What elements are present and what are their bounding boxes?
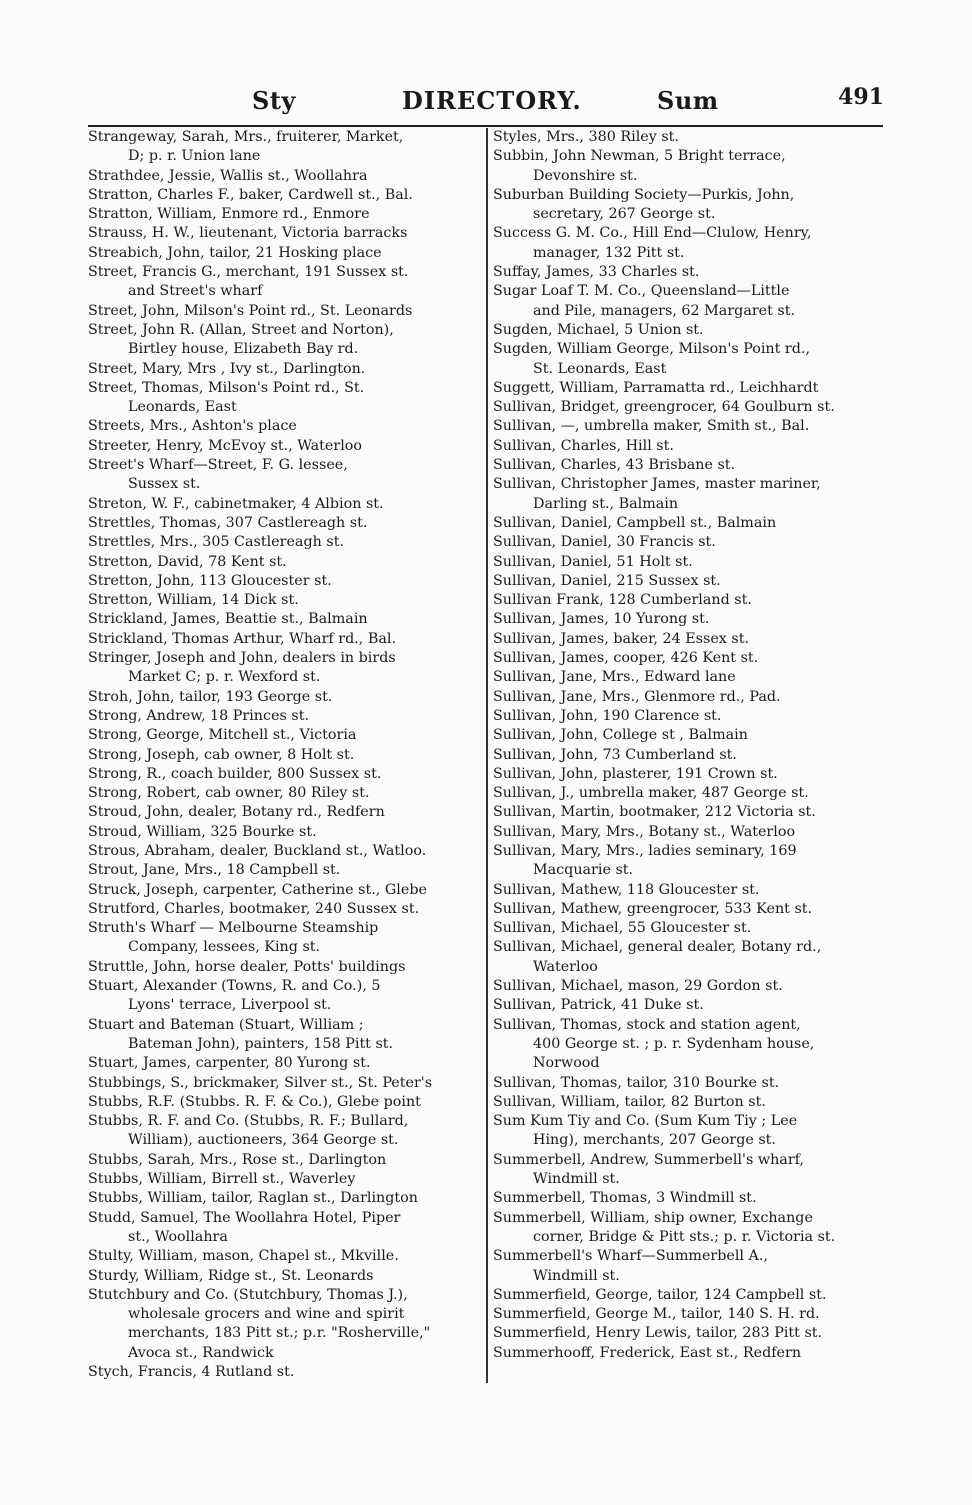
directory-entry bbox=[88, 360, 480, 379]
entry-line: Stratton, Charles F., baker, Cardwell st., Bal. bbox=[88, 186, 413, 203]
entry-line: Summerbell, William, ship owner, Exchange bbox=[493, 1209, 813, 1226]
entry-line: Stubbs, R. F. and Co. (Stubbs, R. F.; Bullard, bbox=[88, 1113, 409, 1130]
entry-line: Struttle, John, horse dealer, Potts' buildings bbox=[88, 958, 406, 975]
directory-entry bbox=[88, 1151, 480, 1170]
entry-line: Studd, Samuel, The Woollahra Hotel, Piper bbox=[88, 1209, 401, 1226]
directory-entry bbox=[88, 186, 480, 205]
entry-continuation-line: corner, Bridge & Pitt sts.; p. r. Victoria st. bbox=[533, 1228, 836, 1245]
entry-line: Strong, George, Mitchell st., Victoria bbox=[88, 727, 357, 744]
entry-line: Sullivan, Michael, general dealer, Botany rd., bbox=[493, 939, 822, 956]
entry-line: Summerhooff, Frederick, East st., Redfern bbox=[493, 1344, 802, 1361]
directory-entry bbox=[88, 688, 480, 707]
entry-continuation-line: st., Woollahra bbox=[128, 1228, 228, 1245]
directory-entry bbox=[493, 1209, 885, 1248]
entry-continuation-line: Macquarie st. bbox=[533, 862, 634, 879]
directory-entry bbox=[88, 977, 480, 1016]
entry-line: Sullivan, Mathew, 118 Gloucester st. bbox=[493, 881, 760, 898]
entry-line: Stroud, John, dealer, Botany rd., Redfern bbox=[88, 804, 385, 821]
directory-entry bbox=[88, 572, 480, 591]
directory-entry bbox=[88, 881, 480, 900]
header-right-guide-word: Sum bbox=[657, 86, 719, 115]
directory-entry bbox=[88, 224, 480, 243]
entry-line: Stroud, William, 325 Bourke st. bbox=[88, 823, 317, 840]
directory-entry bbox=[493, 437, 885, 456]
directory-entry bbox=[493, 996, 885, 1015]
entry-line: Streeter, Henry, McEvoy st., Waterloo bbox=[88, 437, 362, 454]
entry-continuation-line: Devonshire st. bbox=[533, 167, 638, 184]
entry-line: Sullivan, John, 73 Cumberland st. bbox=[493, 746, 737, 763]
directory-entry bbox=[88, 321, 480, 360]
entry-line: Sullivan, William, tailor, 82 Burton st. bbox=[493, 1093, 766, 1110]
directory-entry bbox=[493, 977, 885, 996]
directory-entry bbox=[493, 823, 885, 842]
entry-line: Suburban Building Society—Purkis, John, bbox=[493, 186, 795, 203]
entry-continuation-line: and Pile, managers, 62 Margaret st. bbox=[533, 302, 796, 319]
directory-entry bbox=[493, 572, 885, 591]
directory-entry bbox=[88, 726, 480, 745]
entry-continuation-line: Waterloo bbox=[533, 958, 598, 975]
directory-entry bbox=[88, 649, 480, 688]
entry-line: Sugden, Michael, 5 Union st. bbox=[493, 321, 704, 338]
entry-continuation-line: St. Leonards, East bbox=[533, 360, 667, 377]
entry-line: Street, John R. (Allan, Street and Norton), bbox=[88, 321, 394, 338]
entry-continuation-line: D; p. r. Union lane bbox=[128, 148, 261, 165]
header-title: DIRECTORY. bbox=[402, 86, 582, 115]
directory-entry bbox=[88, 533, 480, 552]
entry-line: Summerfield, George M., tailor, 140 S. H. rd. bbox=[493, 1306, 820, 1323]
directory-entry bbox=[88, 1267, 480, 1286]
directory-entry bbox=[88, 1074, 480, 1093]
directory-entry bbox=[493, 688, 885, 707]
entry-continuation-line: Birtley house, Elizabeth Bay rd. bbox=[128, 341, 359, 358]
entry-line: Sullivan, Daniel, Campbell st., Balmain bbox=[493, 514, 777, 531]
directory-entry bbox=[493, 668, 885, 687]
page-header bbox=[252, 84, 884, 122]
entry-line: Strauss, H. W., lieutenant, Victoria barracks bbox=[88, 225, 408, 242]
entry-line: Sullivan, Jane, Mrs., Glenmore rd., Pad. bbox=[493, 688, 781, 705]
entry-line: Sullivan, James, baker, 24 Essex st. bbox=[493, 630, 750, 647]
entry-line: Sullivan, Jane, Mrs., Edward lane bbox=[493, 669, 736, 686]
entry-line: Stubbs, R.F. (Stubbs. R. F. & Co.), Glebe point bbox=[88, 1093, 421, 1110]
entry-line: Sullivan, —, umbrella maker, Smith st., Bal. bbox=[493, 418, 810, 435]
directory-entry bbox=[493, 533, 885, 552]
directory-entry bbox=[493, 1112, 885, 1151]
directory-entry bbox=[493, 128, 885, 147]
entry-line: Sullivan Frank, 128 Cumberland st. bbox=[493, 592, 752, 609]
directory-entry bbox=[493, 1305, 885, 1324]
directory-entry bbox=[88, 803, 480, 822]
directory-entry bbox=[493, 475, 885, 514]
directory-entry bbox=[88, 610, 480, 629]
entry-line: Success G. M. Co., Hill End—Clulow, Henry, bbox=[493, 225, 812, 242]
entry-continuation-line: Hing), merchants, 207 George st. bbox=[533, 1132, 776, 1149]
entry-continuation-line: Lyons' terrace, Liverpool st. bbox=[128, 997, 332, 1014]
directory-entry bbox=[493, 186, 885, 225]
entry-continuation-line: Market C; p. r. Wexford st. bbox=[128, 669, 321, 686]
directory-entry bbox=[493, 938, 885, 977]
entry-line: Street's Wharf—Street, F. G. lessee, bbox=[88, 457, 348, 474]
entry-line: Stubbings, S., brickmaker, Silver st., St. Peter's bbox=[88, 1074, 433, 1091]
directory-entry bbox=[88, 1189, 480, 1208]
entry-line: Sum Kum Tiy and Co. (Sum Kum Tiy ; Lee bbox=[493, 1113, 798, 1130]
entry-line: Subbin, John Newman, 5 Bright terrace, bbox=[493, 148, 786, 165]
entry-line: Sullivan, Thomas, tailor, 310 Bourke st. bbox=[493, 1074, 780, 1091]
directory-entry bbox=[493, 398, 885, 417]
entry-line: Stretton, John, 113 Gloucester st. bbox=[88, 572, 332, 589]
entry-line: Summerfield, Henry Lewis, tailor, 283 Pitt st. bbox=[493, 1325, 823, 1342]
entry-continuation-line: Darling st., Balmain bbox=[533, 495, 679, 512]
directory-entry bbox=[88, 842, 480, 861]
entry-continuation-line: William), auctioneers, 364 George st. bbox=[128, 1132, 399, 1149]
entry-continuation-line: Norwood bbox=[533, 1055, 600, 1072]
directory-entry bbox=[493, 610, 885, 629]
header-rule bbox=[88, 125, 883, 127]
directory-entry bbox=[493, 417, 885, 436]
entry-line: Strong, Robert, cab owner, 80 Riley st. bbox=[88, 785, 370, 802]
directory-entry bbox=[493, 1151, 885, 1190]
entry-line: Streabich, John, tailor, 21 Hosking place bbox=[88, 244, 382, 261]
entry-line: Stulty, William, mason, Chapel st., Mkville. bbox=[88, 1248, 399, 1265]
entry-continuation-line: Windmill st. bbox=[533, 1267, 620, 1284]
directory-entry bbox=[493, 1247, 885, 1286]
directory-entry bbox=[493, 707, 885, 726]
directory-entry bbox=[88, 1170, 480, 1189]
directory-entry bbox=[493, 919, 885, 938]
directory-entry bbox=[88, 630, 480, 649]
directory-entry bbox=[88, 205, 480, 224]
left-column bbox=[88, 128, 480, 1382]
directory-entry bbox=[88, 707, 480, 726]
header-left-guide-word: Sty bbox=[252, 86, 296, 115]
directory-entry bbox=[88, 919, 480, 958]
entry-line: Strathdee, Jessie, Wallis st., Woollahra bbox=[88, 167, 368, 184]
entry-line: Sullivan, Patrick, 41 Duke st. bbox=[493, 997, 704, 1014]
entry-line: Sullivan, James, cooper, 426 Kent st. bbox=[493, 650, 759, 667]
entry-line: Sugden, William George, Milson's Point rd., bbox=[493, 341, 810, 358]
directory-entry bbox=[493, 1093, 885, 1112]
entry-line: Summerfield, George, tailor, 124 Campbell st. bbox=[493, 1286, 827, 1303]
entry-line: Strettles, Thomas, 307 Castlereagh st. bbox=[88, 514, 368, 531]
directory-entry bbox=[88, 379, 480, 418]
directory-entry bbox=[493, 147, 885, 186]
entry-line: Sullivan, Thomas, stock and station agent, bbox=[493, 1016, 801, 1033]
entry-line: Strong, R., coach builder, 800 Sussex st. bbox=[88, 765, 382, 782]
entry-line: Summerbell's Wharf—Summerbell A., bbox=[493, 1248, 768, 1265]
entry-line: Strout, Jane, Mrs., 18 Campbell st. bbox=[88, 862, 341, 879]
directory-entry bbox=[88, 746, 480, 765]
directory-entry bbox=[88, 1247, 480, 1266]
entry-line: Stutchbury and Co. (Stutchbury, Thomas J.), bbox=[88, 1286, 408, 1303]
directory-entry bbox=[493, 630, 885, 649]
page-number: 491 bbox=[838, 84, 884, 110]
directory-entry bbox=[493, 649, 885, 668]
entry-continuation-line: merchants, 183 Pitt st.; p.r. "Rosherville," bbox=[128, 1325, 431, 1342]
entry-line: Sullivan, Daniel, 215 Sussex st. bbox=[493, 572, 721, 589]
entry-line: Sullivan, Mary, Mrs., ladies seminary, 169 bbox=[493, 842, 797, 859]
entry-line: Sullivan, James, 10 Yurong st. bbox=[493, 611, 710, 628]
directory-entry bbox=[493, 1324, 885, 1343]
directory-entry bbox=[493, 263, 885, 282]
entry-line: Stuart, James, carpenter, 80 Yurong st. bbox=[88, 1055, 371, 1072]
directory-entry bbox=[88, 1093, 480, 1112]
entry-line: Streets, Mrs., Ashton's place bbox=[88, 418, 297, 435]
entry-line: Stretton, William, 14 Dick st. bbox=[88, 592, 299, 609]
directory-entry bbox=[493, 321, 885, 340]
directory-entry bbox=[88, 1209, 480, 1248]
right-column bbox=[493, 128, 885, 1363]
entry-line: Stuart and Bateman (Stuart, William ; bbox=[88, 1016, 364, 1033]
entry-line: Suggett, William, Parramatta rd., Leichhardt bbox=[493, 379, 819, 396]
entry-continuation-line: Company, lessees, King st. bbox=[128, 939, 321, 956]
directory-entry bbox=[493, 803, 885, 822]
entry-line: Sullivan, Bridget, greengrocer, 64 Goulburn st. bbox=[493, 399, 835, 416]
directory-entry bbox=[88, 784, 480, 803]
entry-line: Stubbs, William, Birrell st., Waverley bbox=[88, 1171, 356, 1188]
entry-line: Strickland, James, Beattie st., Balmain bbox=[88, 611, 368, 628]
entry-line: Sullivan, Mary, Mrs., Botany st., Waterloo bbox=[493, 823, 796, 840]
directory-entry bbox=[493, 282, 885, 321]
directory-entry bbox=[493, 1016, 885, 1074]
entry-line: Stretton, David, 78 Kent st. bbox=[88, 553, 287, 570]
entry-line: Street, Mary, Mrs , Ivy st., Darlington. bbox=[88, 360, 366, 377]
directory-entry bbox=[88, 823, 480, 842]
directory-entry bbox=[493, 591, 885, 610]
entry-line: Strangeway, Sarah, Mrs., fruiterer, Market, bbox=[88, 129, 404, 145]
entry-line: Sullivan, John, plasterer, 191 Crown st. bbox=[493, 765, 778, 782]
directory-entry bbox=[493, 456, 885, 475]
entry-line: Strong, Joseph, cab owner, 8 Holt st. bbox=[88, 746, 355, 763]
entry-line: Sullivan, Christopher James, master mariner, bbox=[493, 476, 821, 493]
entry-line: Sullivan, Charles, Hill st. bbox=[493, 437, 674, 454]
directory-entry bbox=[493, 784, 885, 803]
directory-entry bbox=[88, 417, 480, 436]
entry-line: Stych, Francis, 4 Rutland st. bbox=[88, 1364, 295, 1380]
directory-entry bbox=[88, 514, 480, 533]
directory-entry bbox=[88, 553, 480, 572]
directory-entry bbox=[493, 746, 885, 765]
directory-entry bbox=[88, 1286, 480, 1363]
directory-entry bbox=[88, 495, 480, 514]
directory-entry bbox=[88, 765, 480, 784]
entry-line: Struth's Wharf — Melbourne Steamship bbox=[88, 920, 379, 937]
entry-line: Strutford, Charles, bootmaker, 240 Sussex st. bbox=[88, 900, 420, 917]
directory-entry bbox=[88, 302, 480, 321]
directory-entry bbox=[493, 340, 885, 379]
entry-line: Sullivan, Daniel, 51 Holt st. bbox=[493, 553, 693, 570]
directory-entry bbox=[493, 1074, 885, 1093]
entry-line: Sullivan, Michael, mason, 29 Gordon st. bbox=[493, 978, 783, 995]
entry-line: Summerbell, Thomas, 3 Windmill st. bbox=[493, 1190, 757, 1207]
directory-entry bbox=[88, 1016, 480, 1055]
entry-line: Suffay, James, 33 Charles st. bbox=[493, 264, 700, 281]
entry-line: Strettles, Mrs., 305 Castlereagh st. bbox=[88, 534, 344, 551]
directory-entry bbox=[493, 514, 885, 533]
directory-entry bbox=[88, 591, 480, 610]
entry-continuation-line: manager, 132 Pitt st. bbox=[533, 244, 685, 261]
entry-continuation-line: Leonards, East bbox=[128, 399, 237, 416]
directory-entry bbox=[493, 553, 885, 572]
entry-line: Stratton, William, Enmore rd., Enmore bbox=[88, 206, 370, 223]
directory-entry bbox=[88, 128, 480, 167]
directory-entry bbox=[88, 167, 480, 186]
entry-continuation-line: Windmill st. bbox=[533, 1171, 620, 1188]
directory-entry bbox=[88, 1363, 480, 1382]
entry-line: Street, Francis G., merchant, 191 Sussex st. bbox=[88, 264, 409, 281]
directory-entry bbox=[88, 456, 480, 495]
directory-entry bbox=[493, 726, 885, 745]
directory-entry bbox=[88, 263, 480, 302]
entry-line: Strickland, Thomas Arthur, Wharf rd., Bal. bbox=[88, 630, 397, 647]
entry-line: Stuart, Alexander (Towns, R. and Co.), 5 bbox=[88, 978, 381, 995]
entry-line: Stroh, John, tailor, 193 George st. bbox=[88, 688, 333, 705]
directory-entry bbox=[493, 842, 885, 881]
directory-entry bbox=[88, 958, 480, 977]
entry-line: Sullivan, Daniel, 30 Francis st. bbox=[493, 534, 716, 551]
directory-entry bbox=[493, 1344, 885, 1363]
entry-continuation-line: wholesale grocers and wine and spirit bbox=[128, 1306, 405, 1323]
directory-entry bbox=[493, 1286, 885, 1305]
directory-entry bbox=[493, 881, 885, 900]
entry-line: Sullivan, John, College st , Balmain bbox=[493, 727, 748, 744]
entry-continuation-line: Avoca st., Randwick bbox=[128, 1344, 274, 1361]
entry-line: Stringer, Joseph and John, dealers in birds bbox=[88, 650, 396, 667]
entry-line: Sullivan, Michael, 55 Gloucester st. bbox=[493, 920, 752, 937]
entry-line: Strong, Andrew, 18 Princes st. bbox=[88, 707, 309, 724]
directory-entry bbox=[88, 437, 480, 456]
directory-entry bbox=[88, 900, 480, 919]
entry-line: Summerbell, Andrew, Summerbell's wharf, bbox=[493, 1151, 804, 1168]
entry-continuation-line: 400 George st. ; p. r. Sydenham house, bbox=[533, 1035, 815, 1052]
directory-entry bbox=[493, 765, 885, 784]
directory-entry bbox=[493, 224, 885, 263]
entry-line: Stubbs, Sarah, Mrs., Rose st., Darlington bbox=[88, 1151, 387, 1168]
entry-continuation-line: secretary, 267 George st. bbox=[533, 206, 716, 223]
entry-continuation-line: Sussex st. bbox=[128, 476, 201, 493]
directory-entry bbox=[88, 1112, 480, 1151]
entry-line: Sugar Loaf T. M. Co., Queensland—Little bbox=[493, 283, 790, 300]
entry-line: Sullivan, J., umbrella maker, 487 George st. bbox=[493, 785, 809, 802]
directory-entry bbox=[88, 861, 480, 880]
entry-line: Sullivan, John, 190 Clarence st. bbox=[493, 707, 722, 724]
entry-line: Strous, Abraham, dealer, Buckland st., Watloo. bbox=[88, 842, 427, 859]
column-divider bbox=[486, 128, 488, 1383]
entry-line: Stubbs, William, tailor, Raglan st., Darlington bbox=[88, 1190, 418, 1207]
entry-line: Styles, Mrs., 380 Riley st. bbox=[493, 129, 679, 145]
entry-line: Streton, W. F., cabinetmaker, 4 Albion st. bbox=[88, 495, 384, 512]
entry-line: Struck, Joseph, carpenter, Catherine st., Glebe bbox=[88, 881, 427, 898]
entry-line: Sullivan, Martin, bootmaker, 212 Victoria st. bbox=[493, 804, 816, 821]
entry-continuation-line: and Street's wharf bbox=[128, 283, 263, 300]
entry-line: Sturdy, William, Ridge st., St. Leonards bbox=[88, 1267, 374, 1284]
directory-entry bbox=[493, 379, 885, 398]
entry-continuation-line: Bateman John), painters, 158 Pitt st. bbox=[128, 1035, 394, 1052]
directory-entry bbox=[493, 1189, 885, 1208]
directory-entry bbox=[88, 244, 480, 263]
entry-line: Street, John, Milson's Point rd., St. Leonards bbox=[88, 302, 413, 319]
directory-entry bbox=[88, 1054, 480, 1073]
entry-line: Sullivan, Charles, 43 Brisbane st. bbox=[493, 457, 736, 474]
entry-line: Sullivan, Mathew, greengrocer, 533 Kent st. bbox=[493, 900, 813, 917]
directory-entry bbox=[493, 900, 885, 919]
entry-line: Street, Thomas, Milson's Point rd., St. bbox=[88, 379, 365, 396]
